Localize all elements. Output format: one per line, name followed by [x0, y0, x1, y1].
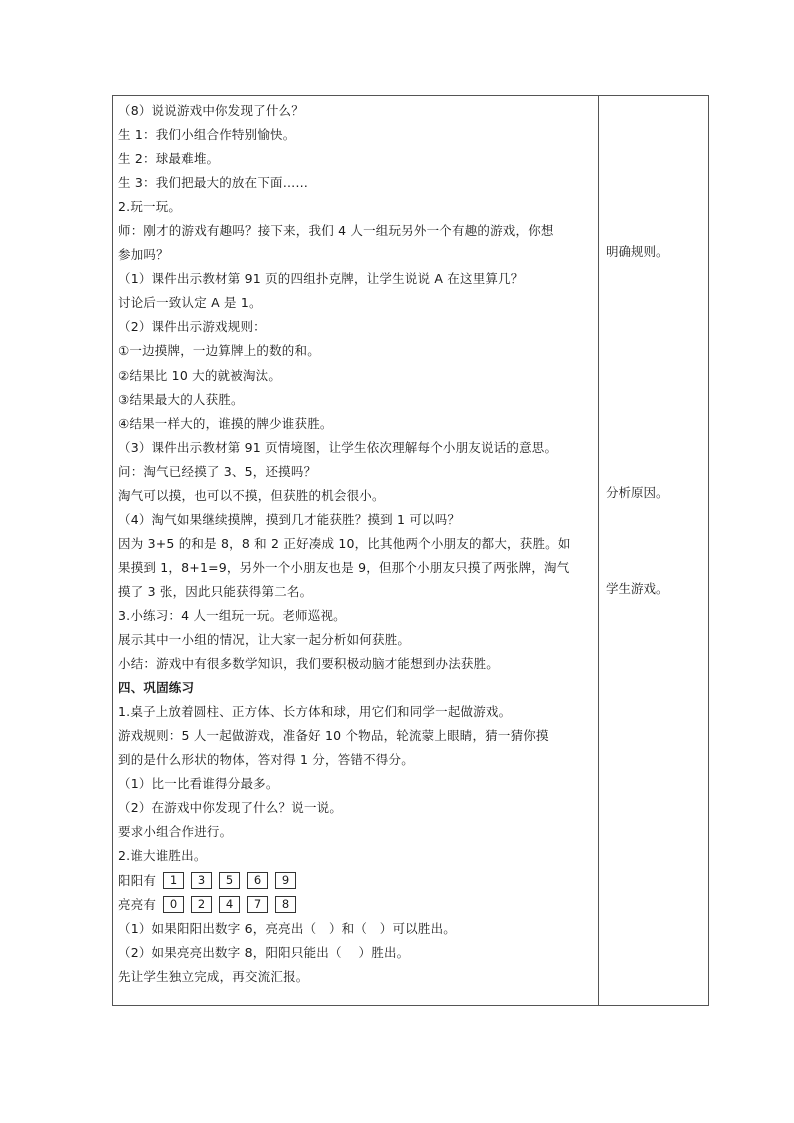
text-line: 展示其中一小组的情况，让大家一起分析如何获胜。 [118, 632, 411, 648]
text-line: 因为 3+5 的和是 8，8 和 2 正好凑成 10，比其他两个小朋友的都大，获胜。如 [118, 535, 571, 551]
text-line: 摸了 3 张，因此只能获得第二名。 [118, 583, 313, 599]
text-line: 师：刚才的游戏有趣吗？接下来，我们 4 人一组玩另外一个有趣的游戏，你想 [118, 223, 554, 239]
section-heading: 四、巩固练习 [118, 680, 195, 696]
side-note: 分析原因。 [606, 485, 669, 500]
number-card: 2 [191, 896, 212, 913]
number-card: 1 [163, 872, 184, 889]
text-line: 淘气可以摸，也可以不摸，但获胜的机会很小。 [118, 487, 385, 503]
number-card: 7 [247, 896, 268, 913]
rule-item: ①一边摸牌，一边算牌上的数的和。 [118, 343, 320, 359]
text-line: 3.小练习：4 人一组玩一玩。老师巡视。 [118, 607, 346, 623]
text-line: 参加吗？ [118, 247, 169, 263]
liangliang-label: 亮亮有 [118, 896, 157, 912]
text-line: （1）比一比看谁得分最多。 [118, 776, 279, 792]
text-line: 讨论后一致认定 A 是 1。 [118, 295, 262, 311]
text-line: （8）说说游戏中你发现了什么？ [118, 103, 304, 118]
text-line: 2.谁大谁胜出。 [118, 848, 207, 864]
number-card: 9 [275, 872, 296, 889]
rule-item: ④结果一样大的，谁摸的牌少谁获胜。 [118, 415, 333, 431]
liangliang-row [118, 893, 596, 917]
number-card: 4 [219, 896, 240, 913]
yangyang-label: 阳阳有 [118, 872, 157, 888]
text-line: 生 2：球最难堆。 [118, 151, 220, 167]
number-card: 6 [247, 872, 268, 889]
lesson-content [118, 99, 596, 989]
text-line: （2）课件出示游戏规则： [118, 319, 266, 335]
text-line: 先让学生独立完成，再交流汇报。 [118, 968, 309, 984]
text-line: （1）课件出示教材第 91 页的四组扑克牌，让学生说说 A 在这里算几？ [118, 271, 524, 287]
question-line: （1）如果阳阳出数字 6，亮亮出（ ）和（ ）可以胜出。 [118, 920, 456, 936]
side-note: 学生游戏。 [606, 581, 669, 596]
text-line: （4）淘气如果继续摸牌，摸到几才能获胜？摸到 1 可以吗？ [118, 511, 461, 527]
number-card: 0 [163, 896, 184, 913]
text-line: 要求小组合作进行。 [118, 824, 233, 840]
number-card: 3 [191, 872, 212, 889]
question-line: （2）如果亮亮出数字 8，阳阳只能出（ ）胜出。 [118, 944, 410, 960]
text-line: （2）在游戏中你发现了什么？说一说。 [118, 800, 343, 816]
text-line: 问：淘气已经摸了 3、5，还摸吗？ [118, 463, 317, 479]
text-line: 2.玩一玩。 [118, 199, 182, 215]
text-line: 生 1：我们小组合作特别愉快。 [118, 127, 296, 143]
text-line: 游戏规则：5 人一起做游戏，准备好 10 个物品，轮流蒙上眼睛，猜一猜你摸 [118, 728, 549, 744]
rule-item: ③结果最大的人获胜。 [118, 391, 244, 407]
text-line: 生 3：我们把最大的放在下面…… [118, 175, 309, 191]
side-note: 明确规则。 [606, 244, 669, 259]
number-card: 5 [219, 872, 240, 889]
text-line: 1.桌子上放着圆柱、正方体、长方体和球，用它们和同学一起做游戏。 [118, 704, 512, 720]
text-line: 果摸到 1，8+1=9，另外一个小朋友也是 9，但那个小朋友只摸了两张牌，淘气 [118, 559, 570, 575]
rule-item: ②结果比 10 大的就被淘汰。 [118, 367, 282, 383]
column-divider [598, 95, 599, 1006]
yangyang-row [118, 869, 596, 893]
text-line: （3）课件出示教材第 91 页情境图，让学生依次理解每个小朋友说话的意思。 [118, 439, 558, 455]
text-line: 到的是什么形状的物体，答对得 1 分，答错不得分。 [118, 752, 414, 768]
number-card: 8 [275, 896, 296, 913]
summary-line: 小结：游戏中有很多数学知识，我们要积极动脑才能想到办法获胜。 [118, 656, 500, 672]
